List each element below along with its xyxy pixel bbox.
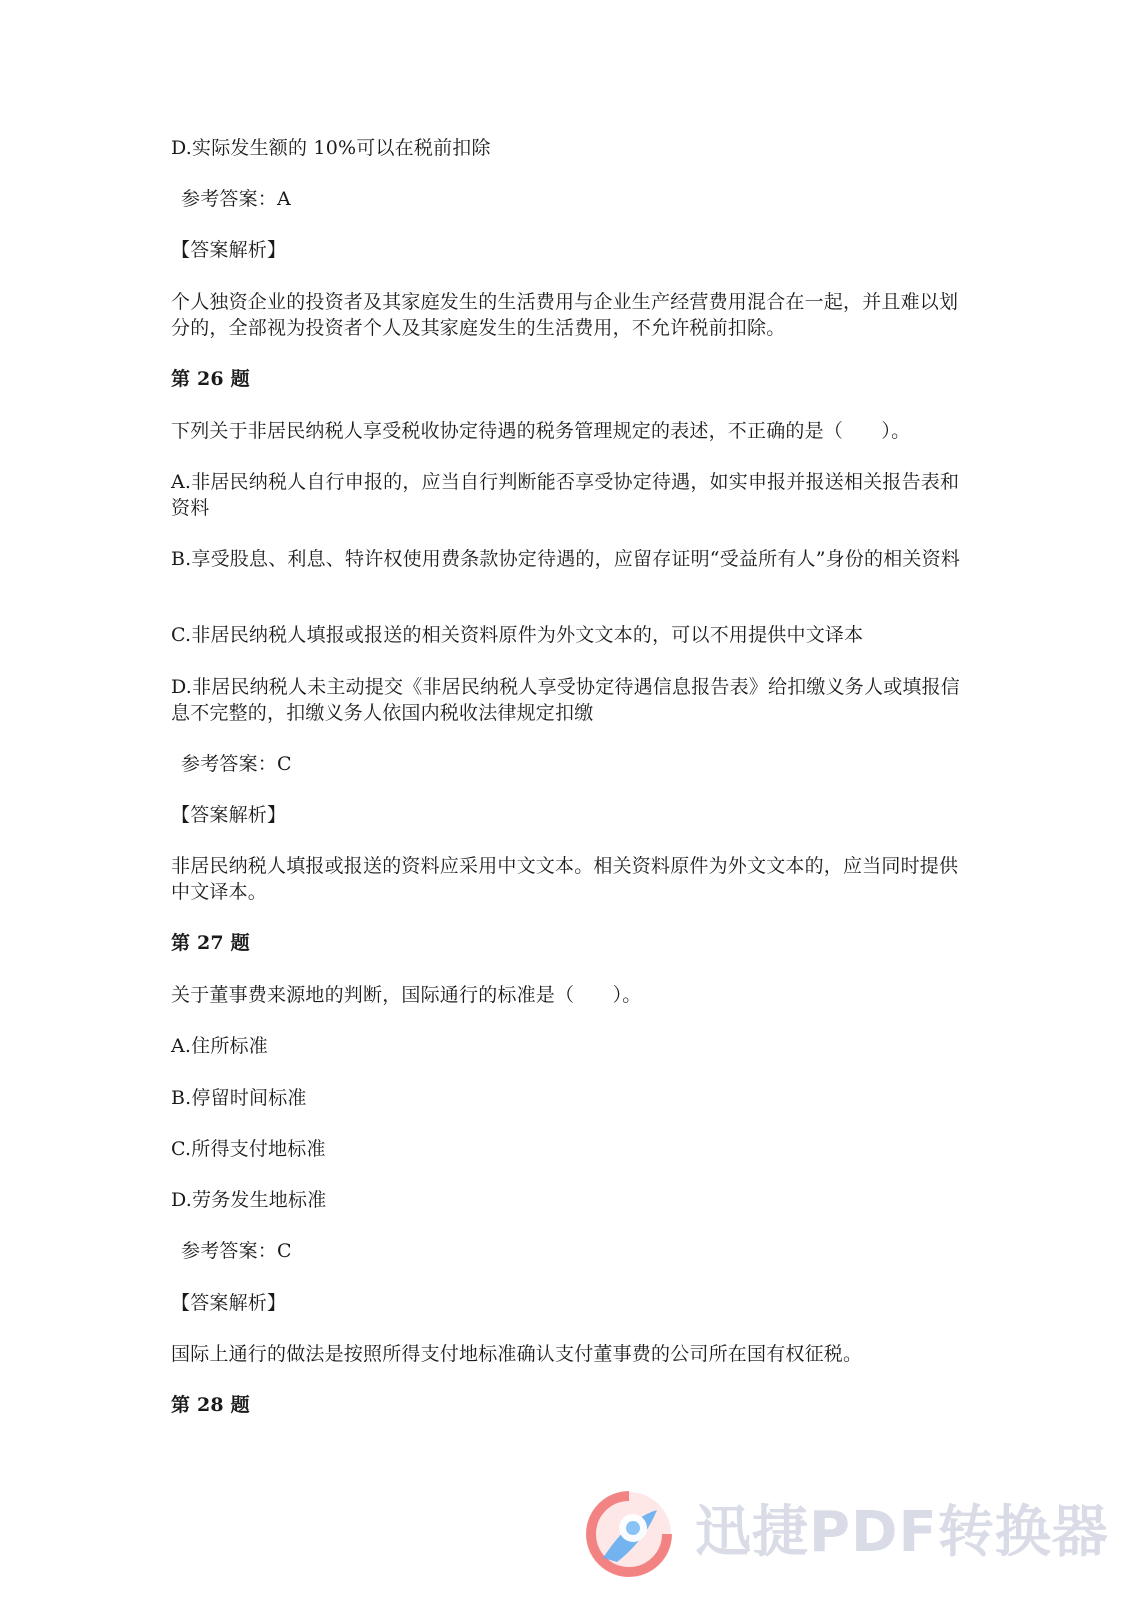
xunjie-pdf-logo-icon bbox=[583, 1488, 675, 1580]
q27-option-a: A.住所标准 bbox=[171, 1035, 268, 1057]
q27-stem: 关于董事费来源地的判断，国际通行的标准是（ ）。 bbox=[171, 984, 642, 1006]
q26-explain-title: 【答案解析】 bbox=[171, 804, 287, 826]
q27-option-c: C.所得支付地标准 bbox=[171, 1138, 326, 1160]
q27-explain-text: 国际上通行的做法是按照所得支付地标准确认支付董事费的公司所在国有权征税。 bbox=[171, 1343, 863, 1365]
watermark-text: 迅捷PDF转换器 bbox=[695, 1500, 1109, 1565]
q27-answer: 参考答案：C bbox=[181, 1240, 292, 1262]
q26-option-d: D.非居民纳税人未主动提交《非居民纳税人享受协定待遇信息报告表》给扣缴义务人或填报信息不完整的，扣缴义务人依国内税收法律规定扣缴 bbox=[171, 676, 960, 724]
q25-answer: 参考答案：A bbox=[181, 188, 291, 210]
q27-option-b: B.停留时间标准 bbox=[171, 1087, 307, 1109]
q26-explain-text: 非居民纳税人填报或报送的资料应采用中文文本。相关资料原件为外文文本的，应当同时提供中文译本。 bbox=[171, 855, 959, 903]
q26-answer: 参考答案：C bbox=[181, 753, 292, 775]
q26-option-c: C.非居民纳税人填报或报送的相关资料原件为外文文本的，可以不用提供中文译本 bbox=[171, 624, 864, 646]
q26-stem: 下列关于非居民纳税人享受税收协定待遇的税务管理规定的表述，不正确的是（ ）。 bbox=[171, 420, 911, 442]
q27-title: 第 27 题 bbox=[171, 932, 250, 954]
q26-title: 第 26 题 bbox=[171, 368, 250, 390]
q25-explain-text: 个人独资企业的投资者及其家庭发生的生活费用与企业生产经营费用混合在一起，并且难以划分的，全部视为投资者个人及其家庭发生的生活费用，不允许税前扣除。 bbox=[171, 291, 959, 339]
q26-option-b: B.享受股息、利息、特许权使用费条款协定待遇的，应留存证明“受益所有人”身份的相关资料 bbox=[171, 548, 961, 570]
q27-option-d: D.劳务发生地标准 bbox=[171, 1189, 327, 1211]
q26-option-a: A.非居民纳税人自行申报的，应当自行判断能否享受协定待遇，如实申报并报送相关报告表和资料 bbox=[171, 471, 960, 519]
watermark bbox=[583, 1488, 1109, 1580]
q25-option-d: D.实际发生额的 10%可以在税前扣除 bbox=[171, 137, 491, 159]
q28-title: 第 28 题 bbox=[171, 1394, 250, 1416]
q25-explain-title: 【答案解析】 bbox=[171, 239, 287, 261]
q27-explain-title: 【答案解析】 bbox=[171, 1292, 287, 1314]
